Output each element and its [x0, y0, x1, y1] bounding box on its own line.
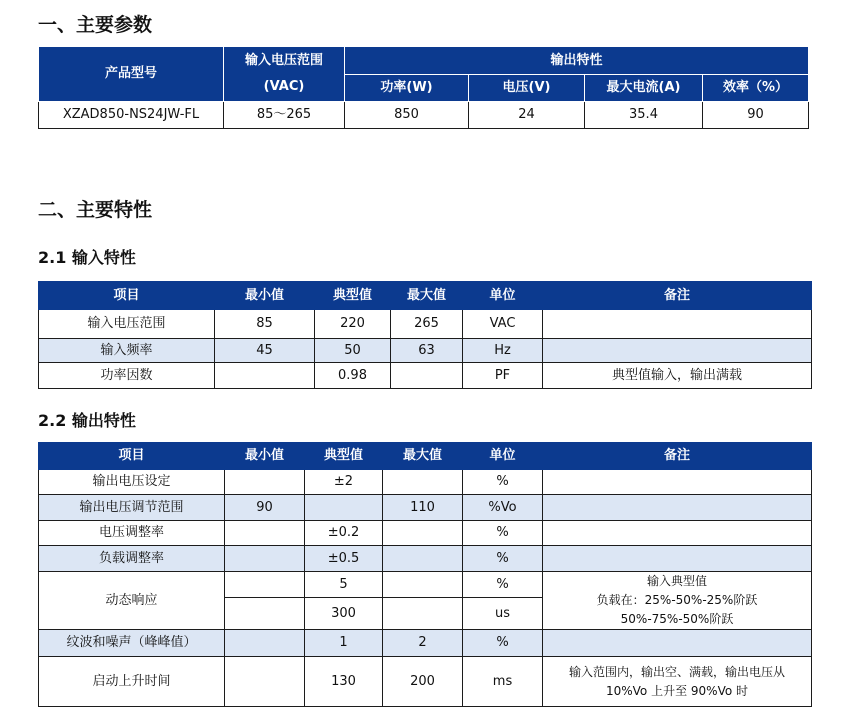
table-cell: [225, 598, 305, 630]
table-cell: 220: [315, 310, 391, 339]
table-cell: 130: [305, 657, 383, 707]
table-cell: [225, 630, 305, 657]
output-characteristics-table: [38, 442, 812, 707]
table-cell: %: [463, 521, 543, 546]
cell-power: 850: [345, 102, 469, 129]
table-cell: [383, 572, 463, 598]
table-cell: us: [463, 598, 543, 630]
header-output: 输出特性: [345, 47, 809, 75]
header-max-current: 最大电流(A): [585, 75, 703, 102]
section1-title: 一、主要参数: [38, 14, 153, 36]
table-cell: ms: [463, 657, 543, 707]
table-cell: [383, 598, 463, 630]
table-cell: [543, 339, 812, 363]
output-header-min: 最小值: [225, 443, 305, 470]
table-cell: 2: [383, 630, 463, 657]
startup-note: [543, 657, 812, 707]
note-line: 50%-75%-50%阶跃: [620, 612, 734, 626]
table-cell: [383, 470, 463, 495]
input-header-max: 最大值: [391, 282, 463, 310]
table-cell: [543, 521, 812, 546]
table-cell: ±2: [305, 470, 383, 495]
table-cell: [543, 546, 812, 572]
output-header-note: 备注: [543, 443, 812, 470]
output-header-item: 项目: [39, 443, 225, 470]
table-cell: [543, 630, 812, 657]
table-cell: %: [463, 630, 543, 657]
header-efficiency: 效率（%）: [703, 75, 809, 102]
header-model: 产品型号: [39, 47, 224, 102]
cell-model: XZAD850-NS24JW-FL: [39, 102, 224, 129]
dynamic-response-label: 动态响应: [39, 572, 225, 630]
table-cell: 纹波和噪声（峰峰值）: [39, 630, 225, 657]
note-line: 负载在：25%-50%-25%阶跃: [596, 593, 758, 607]
table-cell: 300: [305, 598, 383, 630]
note-line: 输入范围内，输出空、满载，输出电压从: [568, 664, 785, 679]
table-cell: [543, 310, 812, 339]
table-cell: 90: [225, 495, 305, 521]
table-cell: 63: [391, 339, 463, 363]
table-cell: %: [463, 572, 543, 598]
output-header-typ: 典型值: [305, 443, 383, 470]
input-header-typ: 典型值: [315, 282, 391, 310]
header-input-range: [224, 47, 345, 102]
table-cell: 5: [305, 572, 383, 598]
note-line: 输入典型值: [646, 574, 707, 588]
header-input-range-unit: (VAC): [263, 79, 305, 94]
cell-voltage: 24: [469, 102, 585, 129]
cell-efficiency: 90: [703, 102, 809, 129]
input-header-note: 备注: [543, 282, 812, 310]
table-cell: 110: [383, 495, 463, 521]
table-cell: 启动上升时间: [39, 657, 225, 707]
table-cell: 电压调整率: [39, 521, 225, 546]
header-power: 功率(W): [345, 75, 469, 102]
table-cell: [543, 495, 812, 521]
main-params-table: [38, 46, 809, 129]
table-cell: VAC: [463, 310, 543, 339]
table-cell: %Vo: [463, 495, 543, 521]
table-cell: [225, 521, 305, 546]
input-header-item: 项目: [39, 282, 215, 310]
table-cell: 输入电压范围: [39, 310, 215, 339]
table-cell: 典型值输入，输出满载: [543, 363, 812, 389]
table-cell: [383, 521, 463, 546]
table-cell: 265: [391, 310, 463, 339]
table-cell: [225, 470, 305, 495]
table-cell: 输出电压调节范围: [39, 495, 225, 521]
table-cell: 1: [305, 630, 383, 657]
input-characteristics-title: 2.1 输入特性: [38, 248, 136, 267]
table-cell: 85: [215, 310, 315, 339]
table-cell: ±0.5: [305, 546, 383, 572]
output-characteristics-title: 2.2 输出特性: [38, 411, 136, 430]
table-cell: [225, 657, 305, 707]
table-cell: ±0.2: [305, 521, 383, 546]
cell-input-range: 85～265: [224, 102, 345, 129]
table-cell: 输出电压设定: [39, 470, 225, 495]
header-input-range-label: 输入电压范围: [244, 53, 323, 68]
table-cell: 50: [315, 339, 391, 363]
table-cell: 负载调整率: [39, 546, 225, 572]
table-cell: %: [463, 470, 543, 495]
table-cell: 0.98: [315, 363, 391, 389]
section2-title: 二、主要特性: [38, 199, 153, 221]
dynamic-response-note: [543, 572, 812, 630]
table-cell: [543, 470, 812, 495]
input-header-unit: 单位: [463, 282, 543, 310]
input-header-min: 最小值: [215, 282, 315, 310]
input-characteristics-table: [38, 281, 812, 389]
table-cell: Hz: [463, 339, 543, 363]
header-voltage: 电压(V): [469, 75, 585, 102]
table-cell: [383, 546, 463, 572]
table-cell: [215, 363, 315, 389]
table-cell: [391, 363, 463, 389]
cell-max-current: 35.4: [585, 102, 703, 129]
table-cell: [305, 495, 383, 521]
table-cell: PF: [463, 363, 543, 389]
output-header-max: 最大值: [383, 443, 463, 470]
table-cell: [225, 546, 305, 572]
output-header-unit: 单位: [463, 443, 543, 470]
table-cell: 45: [215, 339, 315, 363]
table-cell: 输入频率: [39, 339, 215, 363]
table-cell: 200: [383, 657, 463, 707]
note-line: 10%Vo 上升至 90%Vo 时: [605, 683, 749, 698]
table-cell: 功率因数: [39, 363, 215, 389]
table-cell: %: [463, 546, 543, 572]
table-cell: [225, 572, 305, 598]
